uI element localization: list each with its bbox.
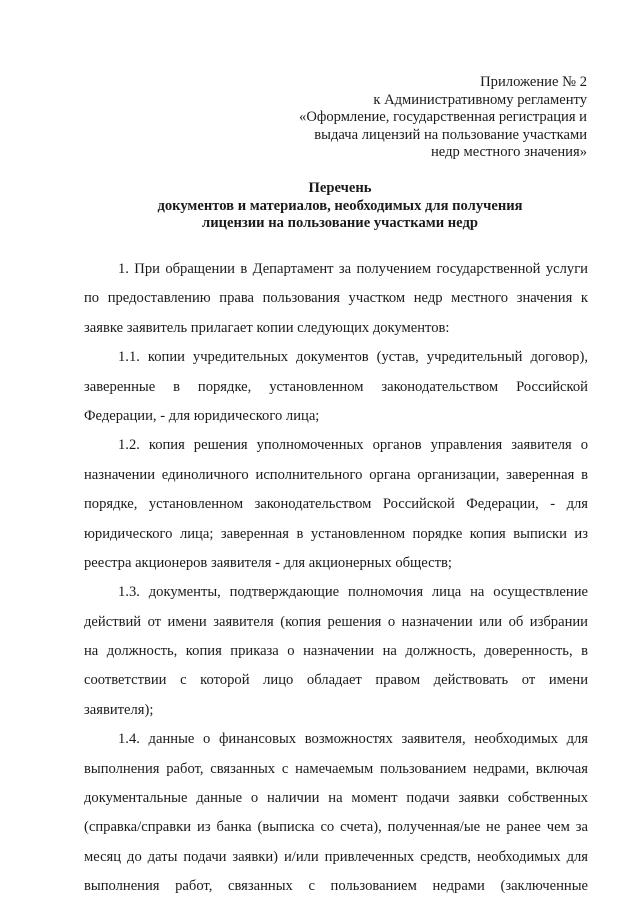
paragraph-line: месяц до даты подачи заявки) и/или привлеченных средств, необходимых для <box>84 848 588 865</box>
title-line: документов и материалов, необходимых для получения <box>157 197 523 214</box>
paragraph-line: 1.2. копия решения уполномоченных органов управления заявителя о <box>118 437 588 454</box>
appendix-header <box>299 74 587 162</box>
paragraph-line: на должность, копия приказа о назначении на должность, доверенность, в <box>84 643 588 660</box>
paragraph-line: 1. При обращении в Департамент за получением государственной услуги <box>118 261 588 277</box>
title-line: лицензии на пользование участками недр <box>202 215 478 231</box>
paragraph-line: реестра акционеров заявителя - для акционерных обществ; <box>84 554 452 571</box>
paragraph-1-3 <box>84 578 588 725</box>
paragraph-line: соответствии с которой лицо обладает правом действовать от имени <box>84 672 588 689</box>
paragraph-line: 1.3. документы, подтверждающие полномочия лица на осуществление <box>118 584 588 601</box>
paragraph-1-1 <box>84 343 588 431</box>
title-line: Перечень <box>308 180 372 196</box>
paragraph-line: 1.4. данные о финансовых возможностях заявителя, необходимых для <box>118 731 588 748</box>
appendix-number: Приложение № 2 <box>480 74 587 90</box>
paragraph-line: 1.1. копии учредительных документов (устав, учредительный договор), <box>118 349 588 366</box>
paragraph-line: заявителя); <box>84 701 154 718</box>
paragraph-line: выполнения работ, связанных с намечаемым пользованием недрами, включая <box>84 760 588 777</box>
paragraph-line: по предоставлению права пользования участком недр местного значения к <box>84 290 588 307</box>
paragraph-line: (справка/справки из банка (выписка со счета), полученная/ые не ранее чем за <box>84 819 588 836</box>
document-body <box>84 255 588 902</box>
paragraph-line: заявке заявитель прилагает копии следующих документов: <box>84 319 450 336</box>
paragraph-line: назначении единоличного исполнительного органа организации, заверенная в <box>84 466 588 483</box>
document-title <box>0 180 640 233</box>
paragraph-line: документальные данные о наличии на момент подачи заявки собственных <box>84 790 588 807</box>
appendix-regulation-ref: к Административному регламенту <box>373 91 587 108</box>
paragraph-line: действий от имени заявителя (копия решения о назначении или об избрании <box>84 613 588 630</box>
paragraph-1 <box>84 255 588 343</box>
paragraph-1-2 <box>84 431 588 578</box>
paragraph-line: выполнения работ, связанных с пользованием недрами (заключенные <box>84 878 588 895</box>
paragraph-line: заверенные в порядке, установленном законодательством Российской <box>84 378 588 395</box>
paragraph-line: порядке, установленном законодательством Российской Федерации, - для <box>84 496 588 513</box>
appendix-regulation-title-line: недр местного значения» <box>431 144 587 161</box>
appendix-regulation-title-line: «Оформление, государственная регистрация и <box>299 109 587 126</box>
paragraph-line: юридического лица; заверенная в установленном порядке копия выписки из <box>84 525 588 542</box>
paragraph-1-4 <box>84 725 588 901</box>
paragraph-line: Федерации, - для юридического лица; <box>84 407 320 424</box>
appendix-regulation-title-line: выдача лицензий на пользование участками <box>314 126 587 143</box>
